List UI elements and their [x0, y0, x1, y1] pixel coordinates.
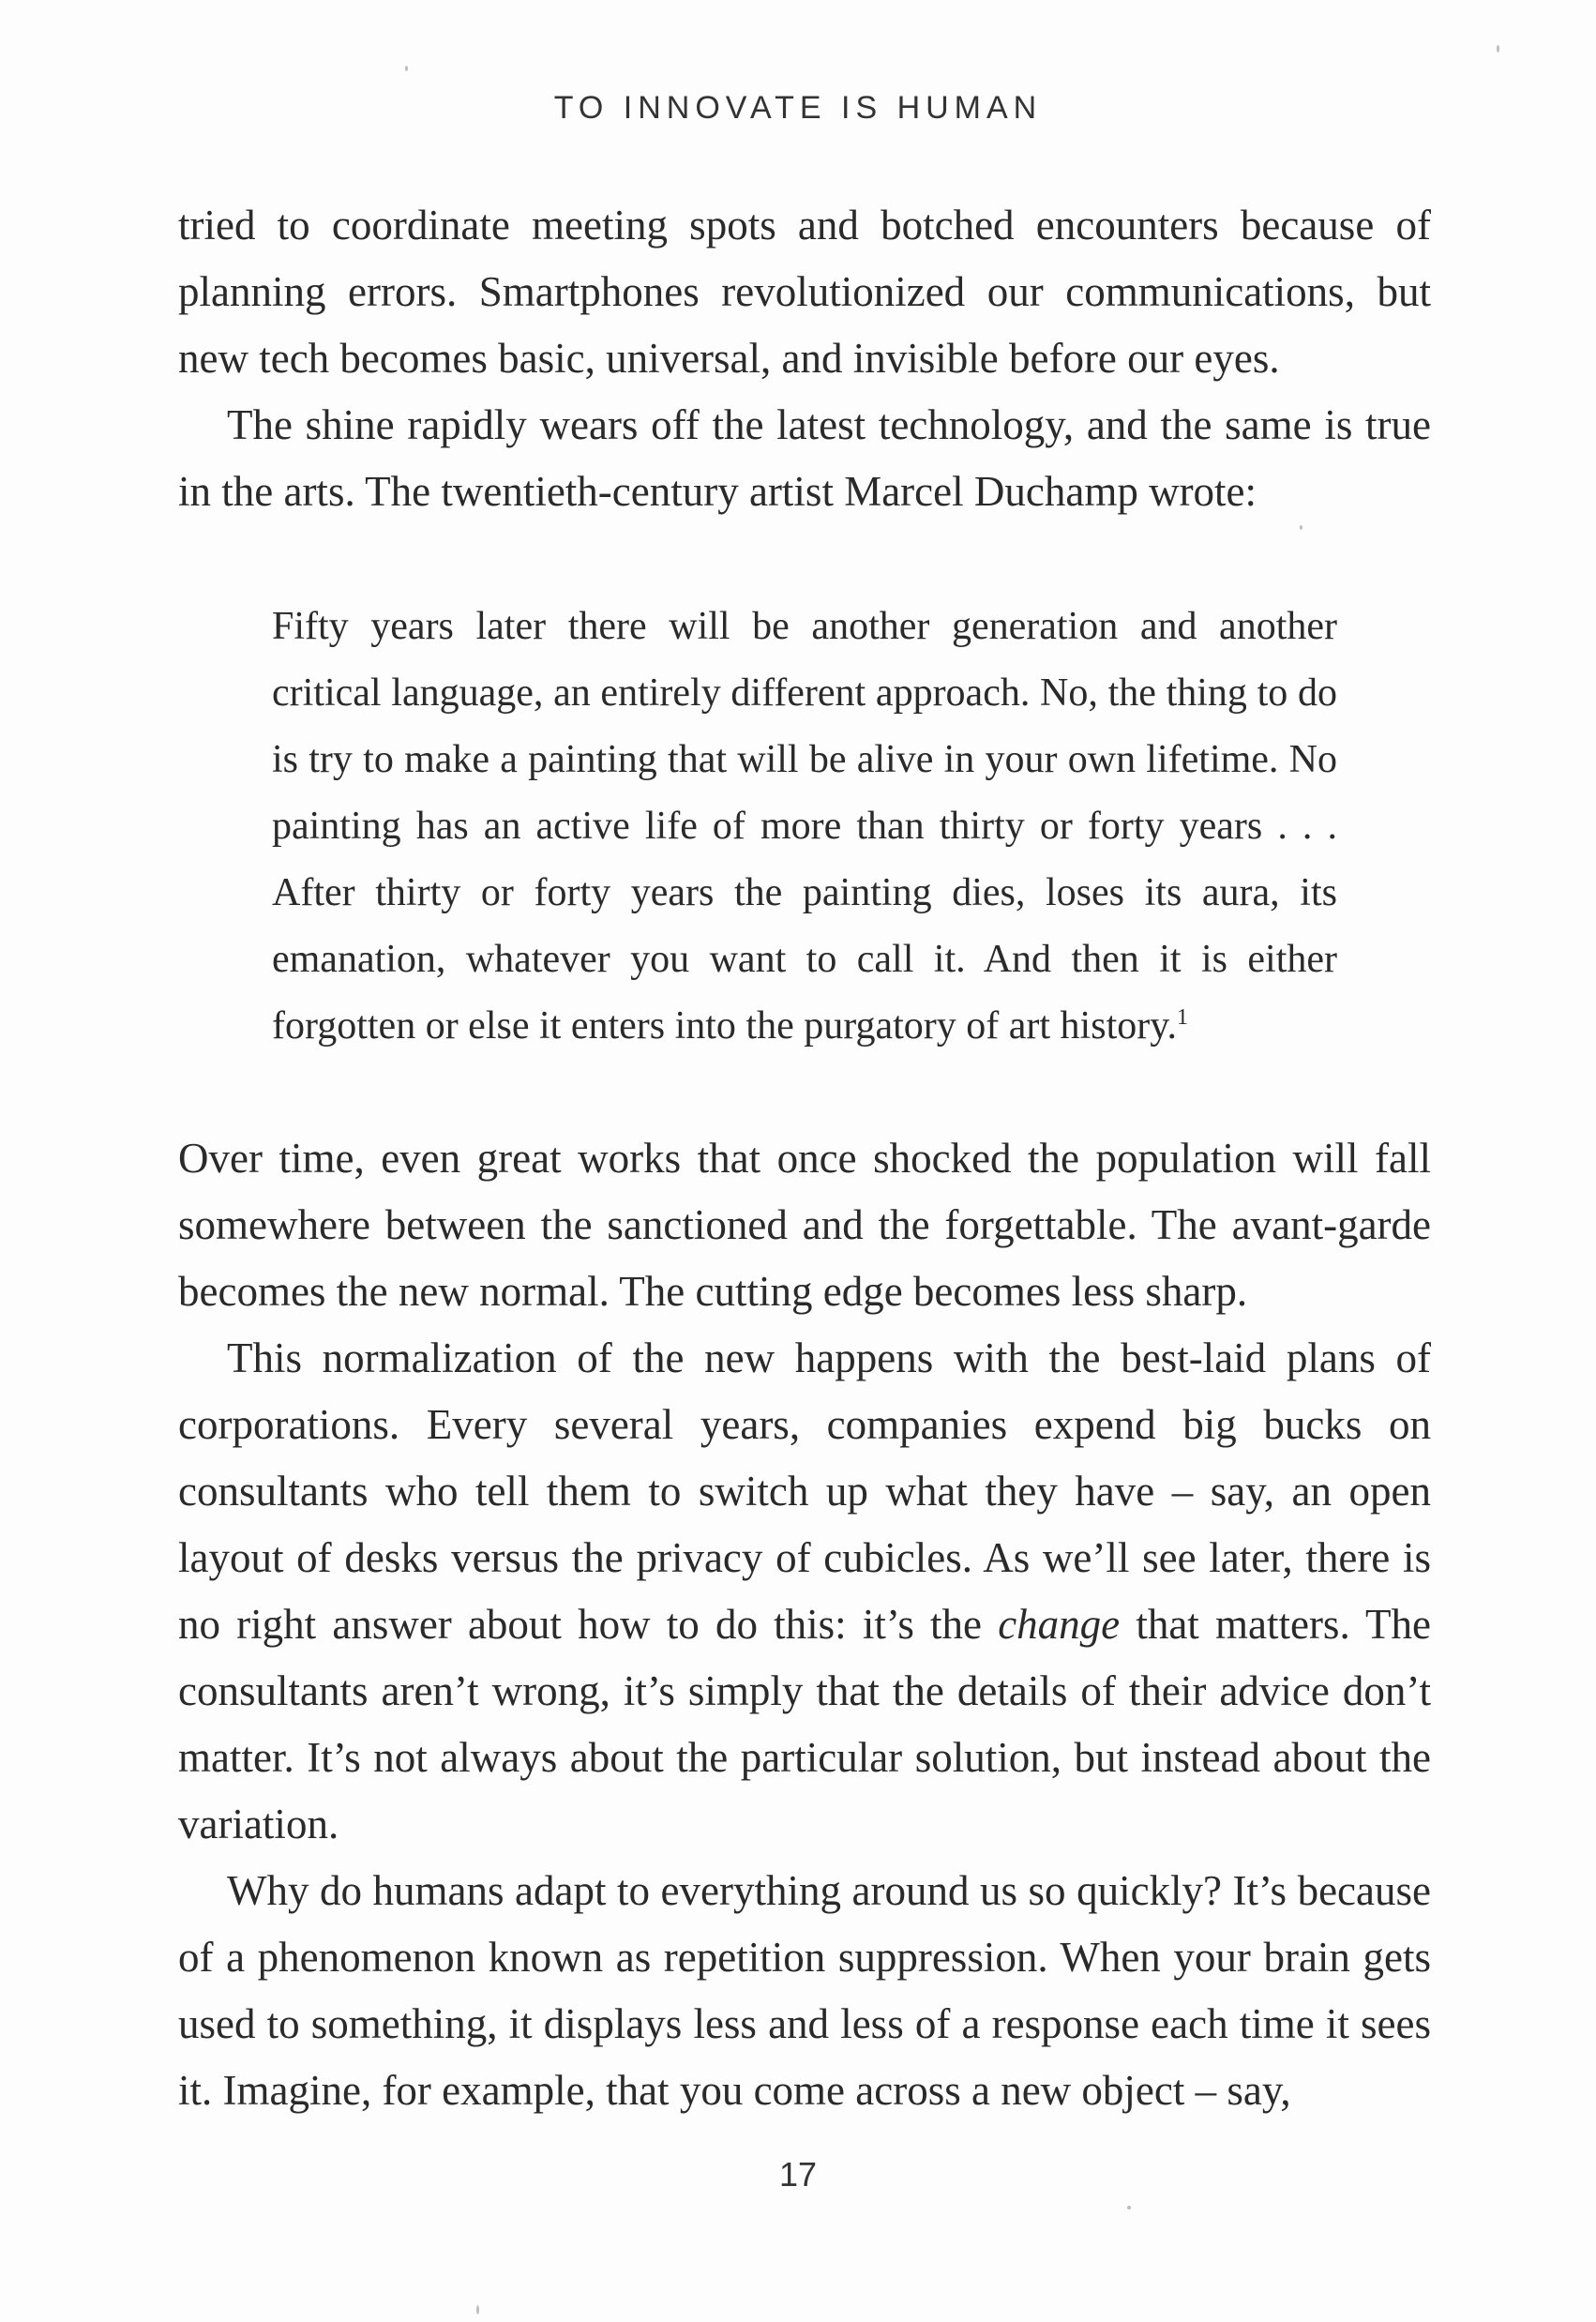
- scan-speck: [1127, 2206, 1131, 2209]
- running-header: TO INNOVATE IS HUMAN: [553, 90, 1043, 126]
- page-number: 17: [778, 2155, 818, 2194]
- emphasis-text: change: [998, 1601, 1121, 1648]
- scan-speck: [476, 2305, 479, 2314]
- footnote-reference[interactable]: 1: [1177, 1005, 1188, 1030]
- body-text-bottom: [178, 1125, 1431, 2124]
- scan-speck: [1497, 45, 1499, 53]
- paragraph: Over time, even great works that once shocked the population will fall somewhere between the sanctioned and the forgettable. The avant-garde becomes the new normal. The cutting edge becomes less sharp.: [178, 1135, 1431, 1315]
- block-quote: [272, 594, 1337, 1060]
- paragraph: tried to coordinate meeting spots and botched encounters because of planning errors. Smartphones revolutionized our communications, but new tech becomes basic, universal, and invisible before our eyes.: [178, 202, 1431, 382]
- body-text-top: [178, 192, 1431, 525]
- quote-text: Fifty years later there will be another generation and another critical language, an entirely different approach. No, the thing to do is try to make a painting that will be alive in your own lifetime. No painting has an active life of more than thirty or forty years . . . After thirty or forty years the painting dies, loses its aura, its emanation, whatever you want to call it. And then it is either forgotten or else it enters into the purgatory of art history.: [272, 605, 1337, 1048]
- paragraph-text: that matters. The consultants aren’t wrong, it’s simply that the details of their advice don’t matter. It’s not always about the particular solution, but instead about the variation.: [178, 1601, 1432, 1847]
- paragraph-text: This normalization of the new happens with the best-laid plans of corporations. Every several years, companies expend big bucks on consultants who tell them to switch up what they have – say, an open layout of desks versus the privacy of cubicles. As we’ll see later, there is no right answer about how to do this: it’s the: [178, 1334, 1431, 1648]
- scan-speck: [405, 66, 408, 71]
- paragraph: The shine rapidly wears off the latest technology, and the same is true in the arts. The twentieth-century artist Marcel Duchamp wrote:: [178, 401, 1431, 515]
- scan-speck: [1300, 525, 1302, 530]
- paragraph: Why do humans adapt to everything around us so quickly? It’s because of a phenomenon known as repetition suppression. When your brain gets used to something, it displays less and less of a response each time it sees it. Imagine, for example, that you come across a new object – say,: [178, 1867, 1431, 2114]
- paragraph: [178, 1325, 1431, 1858]
